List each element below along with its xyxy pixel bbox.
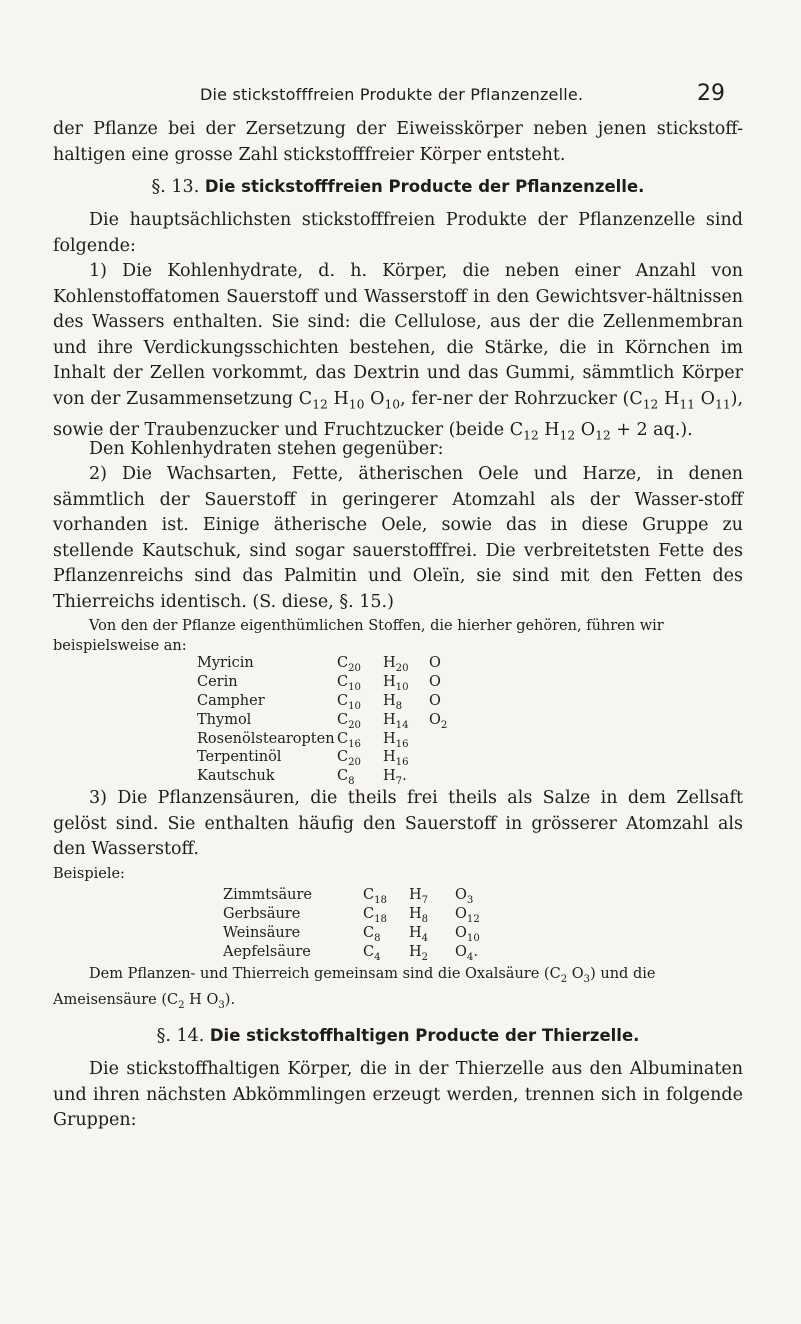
intro-text: der Pflanze bei der Zersetzung der Eiweisskörper neben jenen stickstoff-haltigen eine grosse Zahl stickstofffreier Körper entsteht. [53,119,743,165]
substance-name: Cerin [197,673,238,690]
substance-name: Zimmtsäure [223,887,312,903]
examples-label-text: Beispiele: [53,866,125,882]
substance-name: Terpentinöl [197,749,282,766]
acids-table [223,887,643,963]
common-part-1: Dem Pflanzen- und Thierreich gemeinsam sind die Oxalsäure [89,966,540,982]
section-13-heading [53,174,743,200]
transition-text: Den Kohlenhydraten stehen gegenüber: [89,439,444,459]
common-acids-paragraph [53,964,743,1016]
common-part-2: und die Ameisensäure [53,966,656,1008]
formula-row [197,655,475,674]
substance-name: Campher [197,692,265,709]
formula-h: $H_7$ [409,887,429,906]
formula-o [429,731,475,750]
item-1-part-2: fer-ner der Rohrzucker [411,388,617,409]
formula-row [197,693,475,712]
formula-h: $H_4$ [409,924,429,944]
formula-o: O [429,673,441,690]
formula-h: $H_8$ [409,905,429,925]
substance-name: Thymol [197,711,252,728]
main-paragraph [53,208,743,259]
substance-name: Weinsäure [223,924,301,941]
section-14-heading [53,1023,743,1049]
page-number: 29 [697,81,725,106]
section-number: §. 13. [151,177,200,197]
page-header [0,83,801,111]
formula-row [197,712,475,731]
formula-row [223,887,501,906]
formula-c: $C_{20}$ [337,711,361,731]
formula-o: O [429,692,441,709]
substance-name: Kautschuk [197,768,275,785]
item-1-carbohydrates [53,259,743,449]
formula-o: $O_4$. [455,943,478,963]
substance-name: Gerbsäure [223,905,301,922]
section-title: Die stickstoffhaltigen Producte der Thierzelle. [209,1026,640,1045]
formula-o: $O_3$ [455,887,474,906]
main-text: Die hauptsächlichsten stickstofffreien Produkte der Pflanzenzelle sind folgende: [53,210,743,256]
formula-h: $H_{14}$ [383,711,409,731]
formula-c: $C_{20}$ [337,749,361,769]
section-title: Die stickstofffreien Producte der Pflanzenzelle. [204,177,645,196]
substance-name: Aepfelsäure [223,943,311,960]
substance-name: Myricin [197,655,254,671]
formula-o: O [429,655,441,671]
examples-intro-text: Von den der Pflanze eigenthümlichen Stoffen, die hierher gehören, führen wir beispielsweise an: [53,618,664,654]
formula-h: $H_{16}$ [383,749,409,769]
examples-label [53,864,743,884]
plant-substances-table [197,655,617,787]
formula-o [429,749,475,768]
formula-c: $C_8$ [337,768,355,788]
item-1-part-1: 1) Die Kohlenhydrate, d. h. Körper, die neben einer Anzahl von Kohlenstoffatomen Sauerstoff und Wasserstoff in den Gewichtsver-hältnissen des Wassers enthalten. Sie sind: die Cellulose, aus der die Zellenmembran und ihre Verdickungsschichten bestehen, die Stärke, die in Körnchen im Inhalt der Zellen vorkommt, das Dextrin und das Gummi, sämmtlich Körper von der Zusammensetzung [53,261,743,409]
formula-h: $H_2$ [409,943,429,963]
formula-c: $C_4$ [363,943,381,963]
intro-paragraph [53,117,743,168]
section-number: §. 14. [156,1026,205,1046]
formula-row [223,944,501,963]
formula-row [197,749,475,768]
formula-o: $O_2$ [429,711,448,731]
running-head: Die stickstofffreien Produkte der Pflanzenzelle. [200,85,584,104]
formula-row [197,674,475,693]
item-1-text: 1) Die Kohlenhydrate, d. h. Körper, die neben einer Anzahl von Kohlenstoffatomen Sauerstoff und Wasserstoff in den Gewichtsver-hältnissen des Wassers enthalten. Sie sind: die Cellulose, aus der die Zellenmembran und ihre Verdickungsschichten bestehen, die Stärke, die in Körnchen im Inhalt der Zellen vorkommt, das Dextrin und das Gummi, sämmtlich Körper von der Zusammensetzung $C_{12}$ $H_{10}$ $O_{10}$, fer-ner der Rohrzucker ($C_{12}$ $H_{11}$ $O_{11}$), sowie der Traubenzucker und Fruchtzucker (beide $C_{12}$ $H_{12}$ $O_{12} + 2$ aq.). [53,261,744,442]
item-3-plant-acids [53,786,743,863]
transition-paragraph [53,437,743,463]
formula-c: $C_{18}$ [363,887,387,906]
formula-c: $C_8$ [363,924,381,944]
formula-row [223,925,501,944]
examples-intro [53,616,743,656]
formula-c: $C_{18}$ [363,905,387,925]
substance-name: Rosenölstearopten [197,730,335,747]
formula-o: $O_{10}$ [455,924,480,944]
formula-row [197,768,475,787]
item-1-part-3: sowie der Traubenzucker und Fruchtzucker (beide [53,419,505,440]
formula-h: $H_{10}$ [383,673,409,693]
formula-c: $C_{10}$ [337,673,361,693]
final-text: Die stickstoffhaltigen Körper, die in der Thierzelle aus den Albuminaten und ihren nächsten Abkömmlingen erzeugt werden, trennen sich in folgende Gruppen: [53,1059,743,1130]
item-1-part-4: + 2 aq.). [616,419,693,440]
formula-h: $H_{20}$ [383,655,409,674]
item-2-waxes-fats [53,462,743,615]
formula-h: $H_7$. [383,768,407,788]
formula-row [223,906,501,925]
final-paragraph [53,1057,743,1134]
formula-c: $C_{16}$ [337,730,361,750]
formula-o [429,768,475,787]
formula-o: $O_{12}$ [455,905,480,925]
formula-h: $H_8$ [383,692,403,712]
formula-h: $H_{16}$ [383,730,409,750]
formula-c: $C_{10}$ [337,692,361,712]
item-2-text: 2) Die Wachsarten, Fette, ätherischen Oele und Harze, in denen sämmtlich der Sauerstoff in geringerer Atomzahl als der Wasser-stoff vorhanden ist. Einige ätherische Oele, sowie das in diese Gruppe zu stellende Kautschuk, sind sogar sauerstofffrei. Die verbreitetsten Fette des Pflanzenreichs sind das Palmitin und Oleïn, sie sind mit den Fetten des Thierreichs identisch. (S. diese, §. 15.) [53,464,743,612]
item-3-text: 3) Die Pflanzensäuren, die theils frei theils als Salze in dem Zellsaft gelöst sind. Sie enthalten häufig den Sauerstoff in grösserer Atomzahl als den Wasserstoff. [53,788,743,859]
formula-row [197,731,475,750]
formula-c: $C_{20}$ [337,655,361,674]
common-acids-text: Dem Pflanzen- und Thierreich gemeinsam sind die Oxalsäure ($C_2$ $O_3$) und die Ameisensäure ($C_2$ H $O_3$). [53,966,656,1011]
